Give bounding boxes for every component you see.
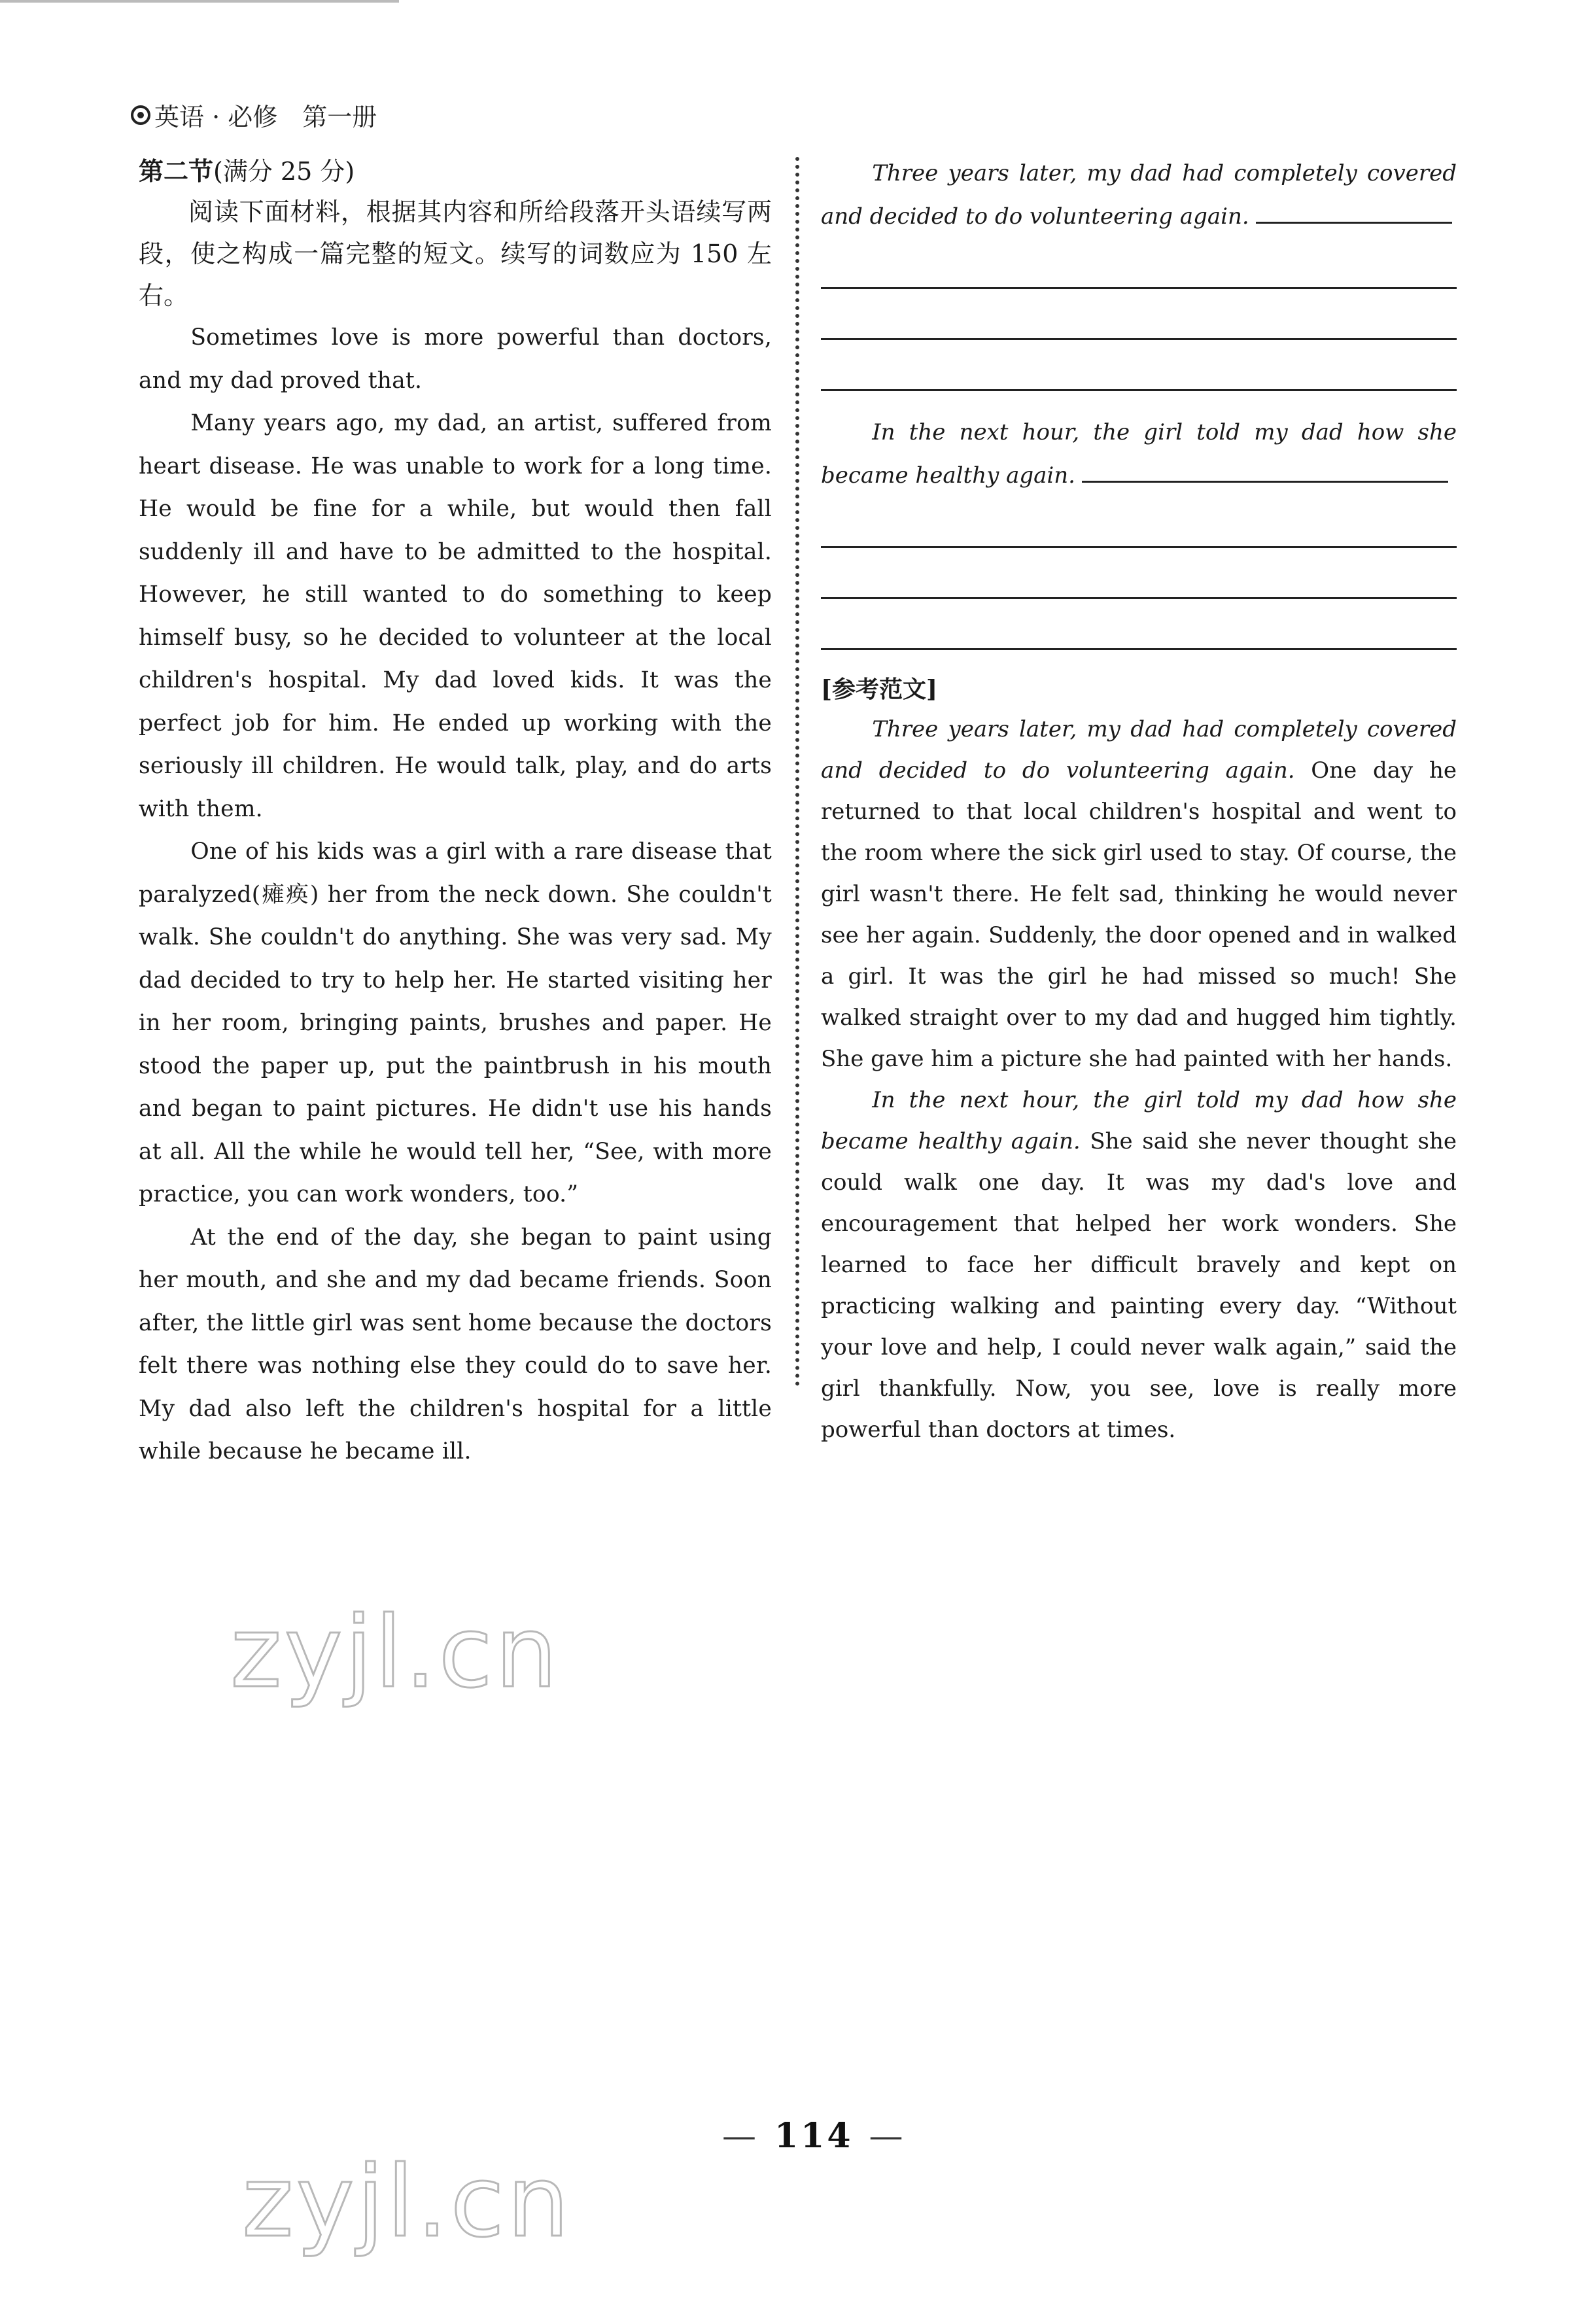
story-paragraph-1: Sometimes love is more powerful than doctors, and my dad proved that. [139,324,772,394]
page-number: — 114 — [722,2116,906,2156]
section-title: 第二节(满分 25 分) [139,156,355,186]
story-paragraph-2: Many years ago, my dad, an artist, suffered from heart disease. He was unable to work for a long time. He would be fine for a while, but would then fall suddenly ill and have to be admitted to the hospital. However, he still wanted to do something to keep himself busy, so he decided to volunteer at the local children's hospital. My dad loved kids. It was the perfect job for him. He ended up working with the seriously ill children. He would talk, play, and do arts with them. [139,410,772,822]
prompt-2: In the next hour, the girl told my dad how she became healthy again. [821,419,1457,489]
writing-block-1 [821,152,1457,391]
book-title: 英语 · 必修 第一册 [154,103,377,131]
prompt-1: Three years later, my dad had completely covered and decided to do volunteering again. [821,160,1457,230]
watermark: zyjl.cn [242,2145,572,2259]
top-rule [0,0,399,3]
answer-line[interactable] [821,497,1457,548]
story-paragraph-3: One of his kids was a girl with a rare disease that paralyzed(瘫痪) her from the neck down. She couldn't walk. She couldn't do anything. She was very sad. My dad decided to try to help her. He started visiting her in her room, bringing paints, brushes and paper. He stood the paper up, put the paintbrush in his mouth and began to paint pictures. He didn't use his hands at all. All the while he would tell her, “See, with more practice, you can work wonders, too.” [139,839,772,1207]
left-column [139,152,772,1474]
reference-paragraph-1: Three years later, my dad had completely covered and decided to do volunteering again. One day he returned to that local children's hospital and went to the room where the sick girl used to stay. Of course, the girl wasn't there. He felt sad, thinking he would never see her again. Suddenly, the door opened and in walked a girl. It was the girl he had missed so much! She walked straight over to my dad and hugged him tightly. She gave him a picture she had painted with her hands. [821,716,1457,1072]
story-paragraph-4: At the end of the day, she began to paint using her mouth, and she and my dad became friends. Soon after, the little girl was sent home because the doctors felt there was nothing else they could do to save her. My dad also left the children's hospital for a little while because he became ill. [139,1224,772,1464]
answer-line[interactable] [821,599,1457,650]
reference-paragraph-2: In the next hour, the girl told my dad how she became healthy again. She said she never thought she could walk one day. It was my dad's love and encouragement that helped her work wonders. She learned to face her difficult bravely and kept on practicing walking and painting every day. “Without your love and help, I could never walk again,” said the girl thankfully. Now, you see, love is really more powerful than doctors at times. [821,1087,1457,1443]
answer-line[interactable] [821,548,1457,599]
answer-line[interactable] [1256,220,1452,224]
reference-title: [参考范文] [821,676,938,703]
writing-block-2 [821,411,1457,650]
answer-line[interactable] [1082,479,1448,483]
answer-line[interactable] [821,289,1457,340]
page-header [131,97,377,133]
right-column [821,152,1457,1451]
column-divider [795,157,799,1387]
bullet-icon [131,105,150,125]
answer-line[interactable] [821,340,1457,391]
answer-line[interactable] [821,238,1457,289]
section-score: (满分 25 分) [213,157,355,186]
instruction: 阅读下面材料，根据其内容和所给段落开头语续写两段，使之构成一篇完整的短文。续写的词数应为 150 左右。 [139,198,772,310]
watermark: zyjl.cn [230,1596,561,1710]
